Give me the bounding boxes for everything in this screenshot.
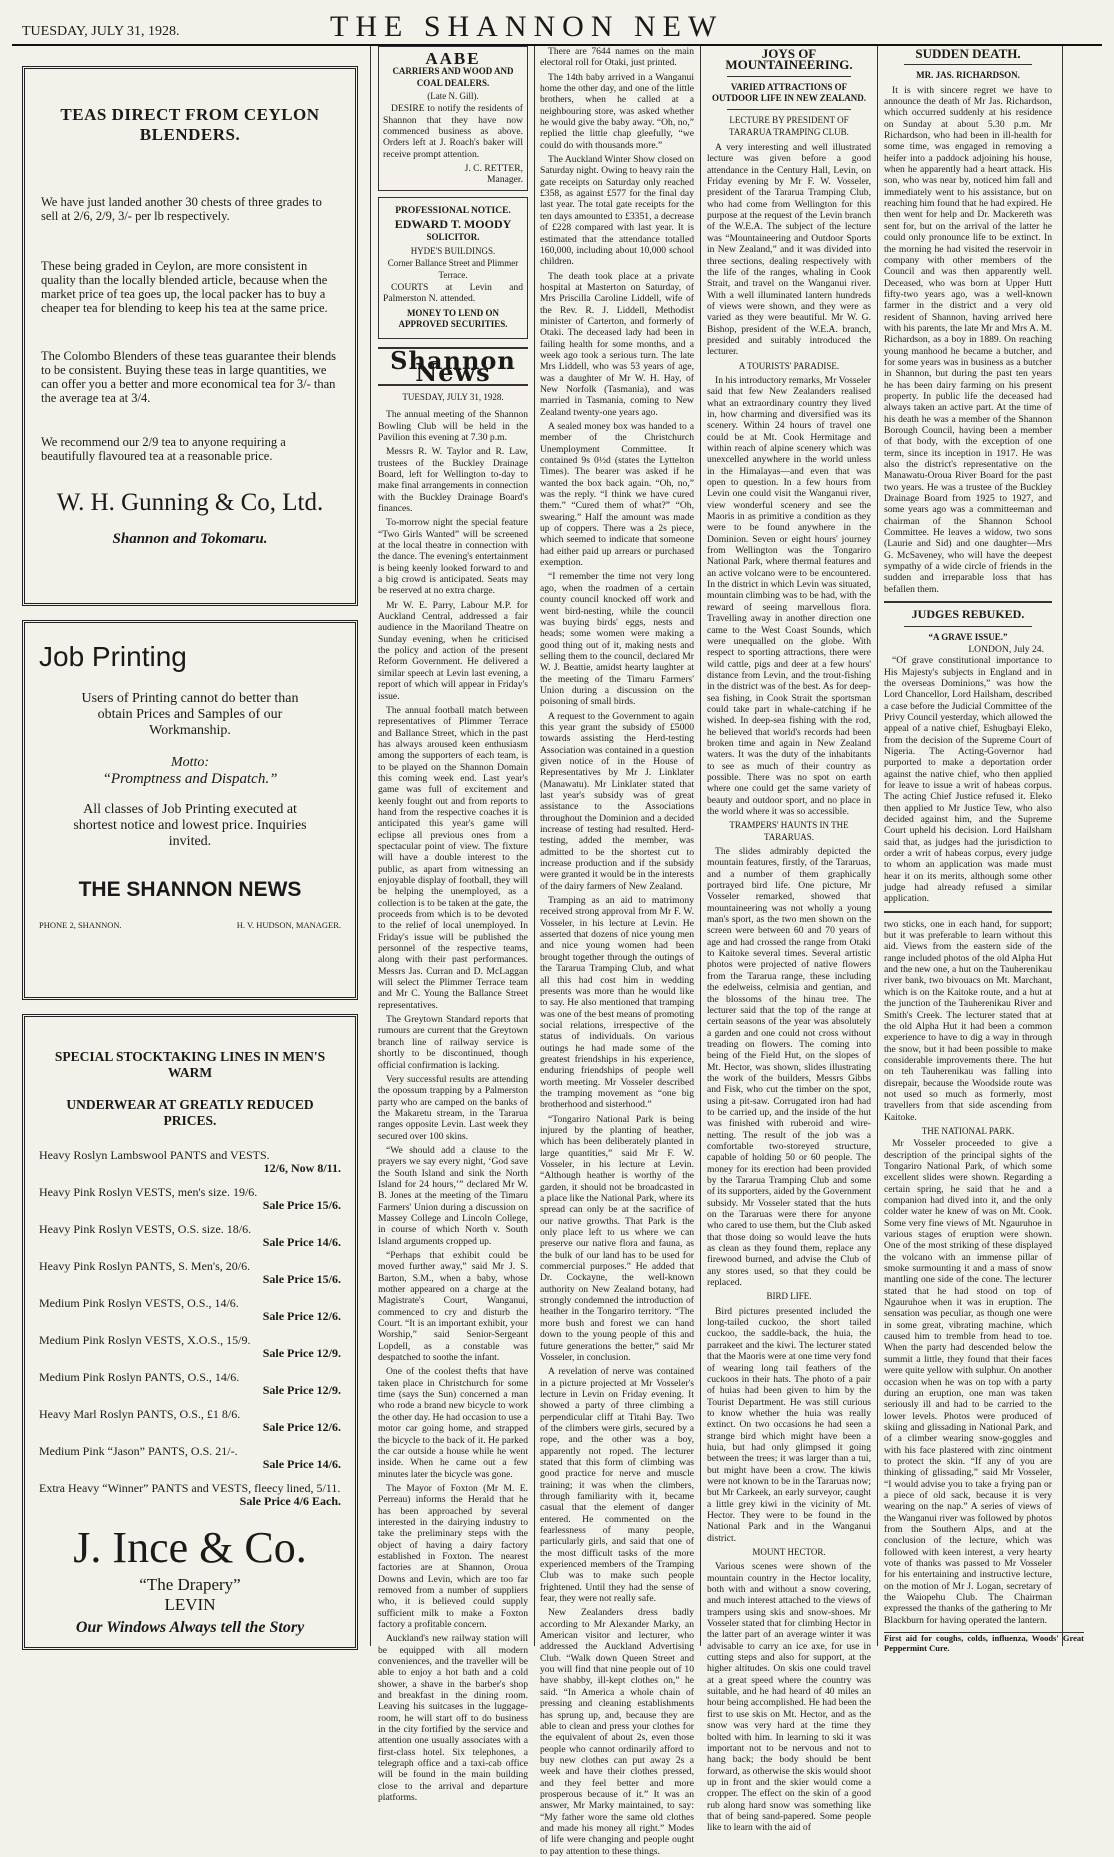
news-paragraph: In his introductory remarks, Mr Vosseler said that few New Zealanders realised what an extraordinary country they lived in, how charming and diversified was its scenery. Within 24 hours of travel one could be at Mt. Cook Hermitage and within reach of alpine scenery which was unexcelled anywhere in the world unless in the Himalayas—and even that was open to question. In a few hours from Levin one could visit the Wanganui river, view wonderful scenery and see the Maoris in as primitive a condition as they were to be found anywhere in the Dominion. Seven or eight hours' journey from Wellington was the Tongariro National Park, where thermal features and an active volcano were to be encountered. In the district in which Levin was situated, mountain climbing was to be had, with the reward of seeing marvellous flora. Travelling away in another direction one came to the West Coast Sounds, which were unequalled on the globe. With respect to sporting attractions, there were wild cattle, pigs and deer at a few hours' distance from Levin, and the trout-fishing in the district was of the best. As for deep-sea fishing, in Cook Strait the sportsman could take part in whale-catching if he wished. In deep-sea fishing with the rod, he believed that world's records had been broken time and again in New Zealand waters. It was the duty of the inhabitants to see as much of their country as possible. There was no spot on earth where one could get the same variety of beauty and outdoor sport, and no place in the world where it was so accessible. xyxy=(707,374,871,817)
national-park-text: Mr Vosseler proceeded to give a description of the principal sights of the Tongariro National Park, of which some excellent slides were shown. Regarding a certain spring, he said that he and a companion had dived into it, and the only colder water he knew of was on Mt. Cook. Some very fine views of Mt. Ngauruhoe in various stages of eruption were shown. One of the most striking of these displayed the volcano with an immense pillar of smoke surmounting it and a mass of snow mantling one side of the cone. The lecturer stated that he had stood on top of Ngauruhoe when it was in eruption. The sensation was peculiar, as though one were in some great, vibrating machine, which caused him to tremble from head to toe. When the party had descended below the summit a little, they found that their faces were quite yellow with sulphur. On another occasion when he was on top with a party during an eruption, one man was taken seriously ill and had to be carried to the lower levels. Photos were produced of skiing and glissading in National Park, and of a climber wearing snow-goggles and with his face plastered with zinc ointment to protect the skin. “If any of you are thinking of glissading,” said Mr Vosseler, “I would advise you to take a frying pan or a piece of old sack, because it is very wearing on the nap.” A series of views of the Wanganui river was followed by photos from the Southern Alps, and at the conclusion of the lecture, which was followed with keen interest, a very hearty vote of thanks was passed to Mr Vosseler for his entertaining and instructive lecture, on the motion of Mr J. Logan, secretary of the Waiopehu Club. The Chairman expressed the thanks of the gathering to Mr Blackburn for having operated the lantern. xyxy=(884,1138,1052,1626)
sudden-death-subhead: MR. JAS. RICHARDSON. xyxy=(916,70,1020,81)
solicitor-label: SOLICITOR. xyxy=(426,232,480,243)
item-name: Heavy Pink Roslyn VESTS, men's size. 19/6. xyxy=(39,1185,258,1199)
divider xyxy=(727,76,851,77)
item-sale-price: Sale Price 14/6. xyxy=(262,1457,341,1471)
aabe-late: (Late N. Gill). xyxy=(427,91,479,102)
item-sale-price: Sale Price 14/6. xyxy=(262,1235,341,1249)
judges-headline: JUDGES REBUKED. xyxy=(911,607,1025,622)
money-to-lend: MONEY TO LEND ON APPROVED SECURITIES. xyxy=(398,307,508,329)
stocktaking-headline-2: UNDERWEAR AT GREATLY REDUCED PRICES. xyxy=(66,1097,314,1128)
price-list-item xyxy=(39,1334,341,1360)
news-paragraph: A very interesting and well illustrated lecture was given before a good attendance in the Century Hall, Levin, on Friday evening by Mr F. W. Vosseler, president of the Tararua Tramping Club, who had come from Wellington for this purpose at the request of the Levin branch of the W.E.A. The subject of the lecture was “Mountaineering and Outdoor Sports in New Zealand,” and it was divided into three sections, dealing respectively with the life of the ranges, whaling in Cook Strait, and travel on the Wanganui river. With a well illuminated lantern hundreds of views were shown, and they were as varied as they were beautiful. Mr W. G. Bishop, president of the W.E.A. branch, presided and suitably introduced the lecturer. xyxy=(707,142,871,358)
item-name: Heavy Pink Roslyn PANTS, S. Men's, 20/6. xyxy=(39,1259,251,1273)
tea-headline: TEAS DIRECT FROM CEYLON BLENDERS. xyxy=(60,105,320,144)
news-paragraph: To-morrow night the special feature “Two Girls Wanted” will be screened at the local theatre in connection with the dance. The evening's entertainment is being keenly looked forward to and a big crowd is anticipated. Seats may be reserved at no extra charge. xyxy=(378,517,528,597)
job-printing-text-2: All classes of Job Printing executed at shortest notice and lowest price. Inquiries invited. xyxy=(73,802,307,849)
divider xyxy=(884,911,1052,913)
peppermint-cure-text: First aid for coughs, colds, influenza, Woods' Great Peppermint Cure. xyxy=(884,1633,1084,1653)
price-list xyxy=(39,1149,341,1508)
section-subhead: BIRD LIFE. xyxy=(766,1291,812,1302)
item-name: Heavy Roslyn Lambswool PANTS and VESTS. xyxy=(39,1148,270,1162)
job-printing-advertisement xyxy=(22,620,358,1000)
item-name: Medium Pink Roslyn PANTS, O.S., 14/6. xyxy=(39,1370,240,1384)
gunning-firm-name: W. H. Gunning & Co, Ltd. xyxy=(56,489,324,516)
stocktaking-headline-1: SPECIAL STOCKTAKING LINES IN MEN'S WARM xyxy=(54,1049,326,1080)
news-paragraph: “We should add a clause to the prayers we say every night, ‘God save the South Island and sink the North Island for 24 hours,’” declared Mr W. B. Jones at the meeting of the Timaru Farmers' Union during a discussion on Massey College and Lincoln College, in course of which North v. South Island arguments cropped up. xyxy=(378,1144,528,1247)
divider xyxy=(727,109,851,110)
tea-paragraph-4: We recommend our 2/9 tea to anyone requiring a beautifully flavoured tea at a reasonable price. xyxy=(41,435,286,463)
divider xyxy=(884,601,1052,603)
divider xyxy=(904,626,1032,627)
item-name: Medium Pink “Jason” PANTS, O.S. 21/-. xyxy=(39,1444,238,1458)
price-list-item xyxy=(39,1408,341,1434)
column-3-news xyxy=(540,46,694,1857)
sudden-death-headline: SUDDEN DEATH. xyxy=(915,46,1021,61)
news-paragraph: The Auckland Winter Show closed on Saturday night. Owing to heavy rain the gate receipts on Saturday only reached £358, as against £577 for the final day last year. The total gate receipts for the ten days amounted to £3351, a decrease of £228 compared with last year. It is estimated that the attendance totalled 160,000, including about 10,000 school children. xyxy=(540,154,694,268)
column-2 xyxy=(378,46,528,1804)
masthead xyxy=(0,0,1114,43)
column-5 xyxy=(884,46,1052,1650)
gunning-places: Shannon and Tokomaru. xyxy=(112,531,268,547)
price-list-item xyxy=(39,1371,341,1397)
divider xyxy=(904,64,1032,65)
news-paragraph: Tramping as an aid to matrimony received strong approval from Mr F. W. Vosseler, in his lecture at Levin. He asserted that dozens of nice young men and nice young women had been brought together through the outings of the Tararua Tramping Club, and what all this had cost him in wedding presents was more than he would like to say. He also mentioned that tramping was one of the best means of promoting social relations, irrespective of the status of individuals. On various outings he had made some of the greatest friendships in his experience, enduring friendships of people well worth meeting. Mr Vosseler described the tramping movement as “one big brotherhood and sisterhood.” xyxy=(540,895,694,1111)
item-name: Heavy Marl Roslyn PANTS, O.S., £1 8/6. xyxy=(39,1407,241,1421)
judges-text: “Of grave constitutional importance to His Majesty's subjects in England and in the overseas Dominions,” was how the Lord Chancellor, Lord Hailsham, described a case before the Judicial Committee of the Privy Council yesterday, which allowed the appeal of a native chief, Eshugbayi Eleko, from the decision of the Supreme Court of Nigeria. The Acting-Governor had purported to make a deportation order against the native chief, who then applied for leave to issue a writ of habeas corpus. The acting Chief Justice refused it. Eleko then applied to Mr Justice Tew, who also decided against him, and the Supreme Court upheld his decision. Lord Hailsham said that, as judges had the jurisdiction to order a writ of habeas corpus, every judge to whom an application was made must hear it on its merits, although some other judge had already refused a similar application. xyxy=(884,655,1052,905)
news-paragraph: The annual meeting of the Shannon Bowling Club will be held in the Pavilion this evening at 7.30 p.m. xyxy=(378,409,528,443)
news-paragraph: Messrs R. W. Taylor and R. Law, trustees of the Buckley Drainage Board, left for Wellington to-day to make final arrangements in connection with the Buckley Drainage Board's finances. xyxy=(378,446,528,514)
mountaineering-subhead-2: LECTURE BY PRESIDENT OF TARARUA TRAMPING CLUB. xyxy=(729,115,849,137)
column-2-news xyxy=(378,409,528,1803)
news-paragraph: The 14th baby arrived in a Wanganui home the other day, and one of the little brothers, when he called at a neighbouring store, was asked whether he would give the baby away. “Oh, no,” replied the little chap gleefully, “we could do with thousands more.” xyxy=(540,71,694,151)
news-paragraph: A request to the Government to again this year grant the subsidy of £5000 towards assisting the Herd-testing Association was contained in a question given notice of in the House of Representatives by Mr J. Linklater (Manawatu). Mr Linklater stated that last year's subsidy was of great assistance to the Associations throughout the Dominion and a decided increase of testing had resulted. Herd-testing, added the member, was admitted to be the shortest cut to increase production and if the subsidy were granted it would be in the interests of the dairy farmers of New Zealand. xyxy=(540,710,694,892)
mountaineering-subhead-1: VARIED ATTRACTIONS OF OUTDOOR LIFE IN NEW ZEALAND. xyxy=(711,81,867,104)
news-paragraph: Bird pictures presented included the long-tailed cuckoo, the short tailed cuckoo, the saddle-back, the huia, the parrakeet and the kiwi. The lecturer stated that the Maoris were at one time very fond of wearing long tail feathers of the cuckoos in their hats. The photo of a pair of huias had been given to him by the Tourist Department. He was still curious to know whether the huia was really extinct. On two occasions he had seen a strange bird which might have been a huia, but had only glimpsed it going between the trees; it was larger than a tui, but might have been a crow. The kiwis were not known to be in the Tararuas now; but Mr Carkeek, an early surveyor, caught a little grey kiwi in the vicinity of Mt. Hector. They were to be found in the National Park and in the Wanganui district. xyxy=(707,1305,871,1544)
mountaineering-article xyxy=(707,142,871,1834)
news-paragraph: Mr W. E. Parry, Labour M.P. for Auckland Central, addressed a fair audience in the Maoriland Theatre on Sunday evening, when he criticised the policy and action of the present Reform Government. He delivered a similar speech at Levin last evening, a report of which will appear in Friday's issue. xyxy=(378,599,528,702)
item-name: Medium Pink Roslyn VESTS, O.S., 14/6. xyxy=(39,1296,239,1310)
mountaineering-headline: JOYS OF MOUNTAINEERING. xyxy=(725,46,853,73)
aabe-text: DESIRE to notify the residents of Shannon that they have now commenced business as above. Orders left at J. Roach's baker will receive prompt attention. xyxy=(383,103,523,160)
price-list-item xyxy=(39,1482,341,1508)
judges-dateline: LONDON, July 24. xyxy=(968,643,1044,655)
moody-name: EDWARD T. MOODY xyxy=(394,217,512,232)
editorial-dateline: TUESDAY, JULY 31, 1928. xyxy=(402,391,504,402)
price-list-item xyxy=(39,1186,341,1212)
tea-paragraph-1: We have just landed another 30 chests of three grades to sell at 2/6, 2/9, 3/- per lb respectively. xyxy=(41,195,322,223)
column-rule xyxy=(534,46,535,1646)
item-sale-price: Sale Price 12/6. xyxy=(262,1420,341,1434)
page-edge-rule xyxy=(1062,46,1063,1646)
news-paragraph: “Perhaps that exhibit could be moved further away,” said Mr J. S. Barton, S.M., when a baby, whose mother appeared on a charge at the Magistrate's Court, Wanganui, commenced to cry and disturb the Court. “It is an important exhibit, your Worship,” said Senior-Sergeant Lopdell, as a constable was despatched to soothe the infant. xyxy=(378,1250,528,1364)
hyde-buildings: HYDE'S BUILDINGS. xyxy=(410,245,496,256)
job-printing-text-1: Users of Printing cannot do better than obtain Prices and Samples of our Workmanship. xyxy=(81,691,299,738)
column-rule xyxy=(877,46,878,1646)
column-4 xyxy=(707,46,871,1834)
ince-slogan: Our Windows Always tell the Story xyxy=(75,1619,305,1636)
phone-number: PHONE 2, SHANNON. xyxy=(39,920,122,930)
tea-paragraph-3: The Colombo Blenders of these teas guarantee their blends to be consistent. Buying these teas in large quantities, we can offer you a better and more economical tea for 3/- than the average tea at 3/4. xyxy=(41,349,337,405)
news-paragraph: “I remember the time not very long ago, when the roadmen of a certain county council knocked off work and went bird-nesting, while the council was buying birds' eggs, nests and heads; some women were making a good thing out of it, making nests and selling them to the council, declared Mr W. J. Beattie, amidst hearty laughter at the meeting of the Timaru Farmers' Union during a discussion on the poisoning of small birds. xyxy=(540,571,694,708)
item-sale-price: Sale Price 15/6. xyxy=(262,1198,341,1212)
news-paragraph: “Tongariro National Park is being injured by the planting of heather, which has been deliberately planted in large quantities,” said Mr F. W. Vosseler, in his lecture at Levin. “Although heather is worthy of the garden, it should not be broadcasted in a place like the National Park, where its spread can only be at the sacrifice of our native growths. That Park is the only place left to us where we can preserve our native flora and fauna, as the bulk of our land has to be used for commercial purposes.” He added that Dr. Cockayne, the well-known authority on New Zealand botany, had strongly condemned the introduction of heather in the Tongariro territory. “The more bush and forest we can hand down to the young people of this and future generations the better,” said Mr Vosseler, in conclusion. xyxy=(540,1113,694,1363)
aabe-name: AABE xyxy=(425,49,481,68)
price-list-item xyxy=(39,1260,341,1286)
news-paragraph: A revelation of nerve was contained in a picture projected at Mr Vosseler's lecture in Levin on Friday evening. It showed a party of three climbing a perpendicular cliff at Titahi Bay. Two of the climbers were girls, secured by a rope, and the other was a boy, apparently not roped. The lecturer stated that this form of climbing was good practice for nerve and muscle training; it was when the climbers, through familiarity with it, became casual that the element of danger entered. He commented on the fearlessness of many people, particularly girls, and said that one of the most difficult tasks of the more experienced members of the Tramping Club was to make such people frightened. Until they had the sense of fear, they were not really safe. xyxy=(540,1366,694,1605)
column-rule xyxy=(370,46,371,1646)
news-paragraph: A sealed money box was handed to a member of the Christchurch Unemployment Committee. It contained 9s 0½d (states the Lyttelton Times). The bearer was asked if he wanted the box back again. “Oh, no,” was the reply. “I think we have cured them.” “Cured them of what?” “Oh, swearing.” Half the amount was made up of coppers. There was a 2s piece, which seemed to indicate that someone had either paid up arrears or purchased exemption. xyxy=(540,421,694,569)
aabe-signature: J. C. RETTER, xyxy=(464,163,523,175)
motto-text: “Promptness and Dispatch.” xyxy=(102,771,278,787)
column-rule xyxy=(700,46,701,1646)
stocktaking-advertisement xyxy=(22,1014,358,1650)
courts-text: COURTS at Levin and Palmerston N. attended. xyxy=(383,281,523,305)
price-list-item xyxy=(39,1445,341,1471)
item-name: Heavy Pink Roslyn VESTS, O.S. size. 18/6. xyxy=(39,1222,252,1236)
item-name: Extra Heavy “Winner” PANTS and VESTS, fleecy lined, 5/11. xyxy=(39,1481,341,1495)
moody-advertisement xyxy=(378,197,528,339)
shannon-news-name: THE SHANNON NEWS xyxy=(78,878,302,901)
mountaineering-continued: two sticks, one in each hand, for support; but it was preferable to learn without this aid. Views from the eastern side of the range included photos of the old Alpha Hut and the new one, a hut on the Tauherenikau river bank, two bivouacs on Mt. Marchant, which is on the Kaitoke route, and a hut at the junction of the Tauherenikau River and Smith's Creek. The lecturer stated that at the old Alpha Hut it had been a common experience to have to dig a way in through the snow, but it had been possible to make considerable improvements there. The hut on teh Tauherenikau was falling into disrepair, because the Woodside route was not used so much as formerly, most travellers from that side ascending from Kaitoke. xyxy=(884,918,1052,1123)
aabe-advertisement xyxy=(378,46,528,191)
item-name: Medium Pink Roslyn VESTS, X.O.S., 15/9. xyxy=(39,1333,251,1347)
tea-paragraph-2: These being graded in Ceylon, are more consistent in quality than the locally blended article, because when the market price of tea goes up, the local packer has to buy a cheaper tea for blending to keep his tea at the same price. xyxy=(41,259,328,315)
national-park-subhead: THE NATIONAL PARK. xyxy=(921,1125,1015,1136)
news-paragraph: Auckland's new railway station will be equipped with all modern conveniences, and the traveller will be able to enjoy a hot bath and a cold shower, a shave in the barber's shop and breakfast in the dining room. Leaving his suitcases in the luggage-room, he will start off to do business in the city fortified by the service and attention one usually associates with a first-class hotel. Six telephones, a telegraph office and a taxi-cab office will be found in the main building close to the arrival and departure platforms. xyxy=(378,1633,528,1804)
news-paragraph: There are 7644 names on the main electoral roll for Otaki, just printed. xyxy=(540,46,694,69)
newspaper-title: THE SHANNON NEW xyxy=(330,10,724,43)
issue-date: TUESDAY, JULY 31, 1928. xyxy=(22,24,180,39)
job-printing-title: Job Printing xyxy=(39,641,187,672)
price-list-item xyxy=(39,1149,341,1175)
tea-advertisement xyxy=(22,66,358,606)
job-printing-footer xyxy=(39,920,341,930)
news-paragraph: Very successful results are attending the opossum trapping by a Palmerston party who are camped on the banks of the Makaretu stream, in the Tararua ranges opposite Levin. Last week they secured over 100 skins. xyxy=(378,1073,528,1142)
price-list-item xyxy=(39,1297,341,1323)
item-sale-price: 12/6, Now 8/11. xyxy=(263,1161,341,1175)
news-paragraph: The slides admirably depicted the mountain features, firstly, of the Tararuas, and a number of them graphically portrayed bird life. One picture, Mr Vosseler remarked, showed that mountaineering was not wholly a young man's sport, as the two men shown on the screen were between 60 and 70 years of age and had crossed the range from Otaki to Kaitoke several times. Several artistic photos were projected of native flowers from the Tararua range, these including the edelweiss, celmisia and gentian, and the blossoms of the hinau tree. The lecturer said that the top of the range at certain seasons of the year was absolutely a garden and one could not cross without treading on flowers. The coming into being of the Field Hut, on the slopes of Mt. Hector, was shown, slides illustrating the work of the builders, Messrs Gibbs and Fisk, who cut the timber on the spot, using a pit-saw. Corrugated iron had had to be carried up, and the inside of the hut was finished with ruberoid and wire-netting. The result of the job was a comfortable two-storeyed structure, capable of holding 50 or 60 people. The money for its erection had been provided by the Tararua Tramping Club and some of its supporters, aided by the Government subsidy. Mr Vosseler stated that the huts on the Tararuas were there for anyone who cared to use them, but the Club asked that those doing so would leave the huts as clean as they found them, replace any firewood burned, and advise the Club of any stores used, so that they could be replaced. xyxy=(707,846,871,1289)
shannon-news-masthead: Shannon News xyxy=(390,346,516,387)
news-paragraph: The Greytown Standard reports that rumours are current that the Greytown branch line of railway service is shortly to be discontinued, though official confirmation is lacking. xyxy=(378,1014,528,1071)
column-3 xyxy=(540,46,694,1857)
item-sale-price: Sale Price 12/9. xyxy=(262,1346,341,1360)
item-sale-price: Sale Price 15/6. xyxy=(262,1272,341,1286)
news-paragraph: New Zealanders dress badly according to Mr Alexander Marky, an American visitor and lecturer, who addressed the Auckland Advertising Club. “Walk down Queen Street and you will find that nine people out of 10 have shabby, ill-kept clothes on,” he said. “In America a whole chain of pressing and cleaning establishments has sprung up, and, because they are able to clean and press your clothes for the equivalent of about 2s, even those people who cannot ordinarily afford to buy new clothes can put away 2s a week and have their clothes pressed, and they feel better and more prosperous because of it.” It was an answer, Mr Marky maintained, to say: “My father wore the same old clothes and made his money all right.” Modes of life were changing and people ought to pay attention to these things. xyxy=(540,1607,694,1857)
news-paragraph: One of the coolest thefts that have taken place in Christchurch for some time (says the Sun) concerned a man who rode a brand new bicycle to work the other day. He had occasion to use a motor car going home, and strapped the bicycle to the back of it. He parked the car outside a house while he went inside. When he came out a few minutes later the bicycle was gone. xyxy=(378,1366,528,1480)
drapery-name: “The Drapery” xyxy=(139,1575,241,1594)
item-sale-price: Sale Price 12/9. xyxy=(262,1383,341,1397)
aabe-subtitle: CARRIERS AND WOOD AND COAL DEALERS. xyxy=(392,66,514,88)
section-subhead: A TOURISTS' PARADISE. xyxy=(738,360,840,371)
judges-subhead: “A GRAVE ISSUE.” xyxy=(928,631,1008,642)
corner-address: Corner Ballance Street and Plimmer Terrace. xyxy=(387,258,519,280)
news-paragraph: The death took place at a private hospital at Masterton on Saturday, of Mrs Priscilla Caroline Liddell, wife of the Rev. R. J. Liddell, Methodist minister of Carterton, and formerly of Otaki. The deceased lady had been in failing health for some months, and a week ago took a serious turn. The late Mrs Liddell, who was 53 years of age, was a daughter of Mr W. H. Hay, of New Norfolk (Tasmania), and was married in Tasmania, coming to New Zealand twenty-one years ago. xyxy=(540,270,694,418)
item-sale-price: Sale Price 12/6. xyxy=(262,1309,341,1323)
manager-name: H. V. HUDSON, MANAGER. xyxy=(236,920,341,930)
ince-firm-name: J. Ince & Co. xyxy=(73,1523,307,1572)
section-subhead: TRAMPERS' HAUNTS IN THE TARARUAS. xyxy=(729,820,849,842)
ince-town: LEVIN xyxy=(164,1595,216,1614)
news-paragraph: The annual football match between representatives of Plimmer Terrace and Ballance Street, which in the past has always aroused keen enthusiasm among the supporters of each team, is to be played on the Shannon Domain this coming week end. Last year's game was full of excitement and keenly fought out and from reports to hand from the respective coaches it is anticipated this year's game will eclipse all previous ones from a spectacular point of view. The fixture will have a double interest to the public, as apart from witnessing an enjoyable display of football, they will be helping the unemployed, as a collection is to be taken at the gate, the proceeds from which is to be devoted to the relief of local unemployed. In Friday's issue will be published the personnel of the respective teams, along with their past performances. Messrs Jas. Curran and D. McLaggan will select the Plimmer Terrace team and Mr C. Young the Ballance Street representatives. xyxy=(378,704,528,1011)
footer-advertisement xyxy=(884,1632,1084,1657)
news-paragraph: Various scenes were shown of the mountain country in the Hector locality, both with and without a snow covering, and much interest attached to the views of trampers using skis and snow-shoes. Mr Vosseler stated that for climbing Hector in the latter part of an average winter it was advisable to carry an ice axe, for use in cutting steps and also for support, at the higher altitudes. On skis one could travel at a great speed where the country was suitable, and he had heard of 40 miles an hour being accomplished. He had been the first to use skis on Mt. Hector, and as the snow was very hard at the time they bolted with him. In learning to ski it was important not to be nervous and not to hang back; the body should be bent forward, as otherwise the skis would shoot up in front and the skier would come a cropper. The effect on the skin of a good rub along hard snow was something like that of being sand-papered. Some people like to learn with the aid of xyxy=(707,1561,871,1834)
motto-label: Motto: xyxy=(170,755,210,770)
professional-notice: PROFESSIONAL NOTICE. xyxy=(395,205,511,216)
item-sale-price: Sale Price 4/6 Each. xyxy=(239,1494,341,1508)
news-paragraph: The Mayor of Foxton (Mr M. E. Perreau) informs the Herald that he has been approached by several interested in the dairying industry to take the preliminary steps with the object of having a dairy factory established in Foxton. The nearest factories are at Shannon, Oroua Downs and Levin, which are too far removed from a number of suppliers who, it is believed could supply sufficient milk to make a Foxton factory a profitable concern. xyxy=(378,1482,528,1630)
aabe-manager: Manager. xyxy=(487,174,523,186)
price-list-item xyxy=(39,1223,341,1249)
section-subhead: MOUNT HECTOR. xyxy=(752,1547,826,1557)
sudden-death-text: It is with sincere regret we have to announce the death of Mr Jas. Richardson, which occurred suddenly at his residence on Sunday at about 5.30 p.m. Mr Richardson, who had been in ill-health for some time, was engaged in removing a heifer into a paddock adjoining his house, when he apparently had a heart attack. His son, who was near by, noticed him fall and immediately went to his assistance, but on reaching him found that he had expired. He then went for help and Dr. Mackereth was sent for, but on the arrival of the latter he could only pronounce life to be extinct. In the morning he had visited the reservoir in company with other members of the Council and was then apparently well. Deceased, who was born at Upper Hutt fifty-two years ago, was a well-known farmer in the district and a very old resident of Shannon, having arrived here with his parents, the late Mr and Mrs A. M. Richardson, as a boy in 1889. On reaching young manhood he became a butcher, and for some years was in business as a butcher in Shannon, but during the past ten years he has been dairy farming on his present property. In public life the deceased had always taken an active part. At the time of his death he was a member of the Shannon Borough Council, having been a member of that body, with the exception of one term, since its inception in 1917. He was also the district's representative on the Manawatu-Oroua River Board for the past two years. He was a trustee of the Buckley Drainage Board from 1925 to 1927, and some years ago was a committeeman and chairman of the Shannon School Committee. He leaves a widow, two sons (Laurie and Sid) and one daughter—Mrs G. McSaveney, who will have the deepest sympathy of a wide circle of friends in the sudden and irreparable loss that has befallen them. xyxy=(884,84,1052,595)
